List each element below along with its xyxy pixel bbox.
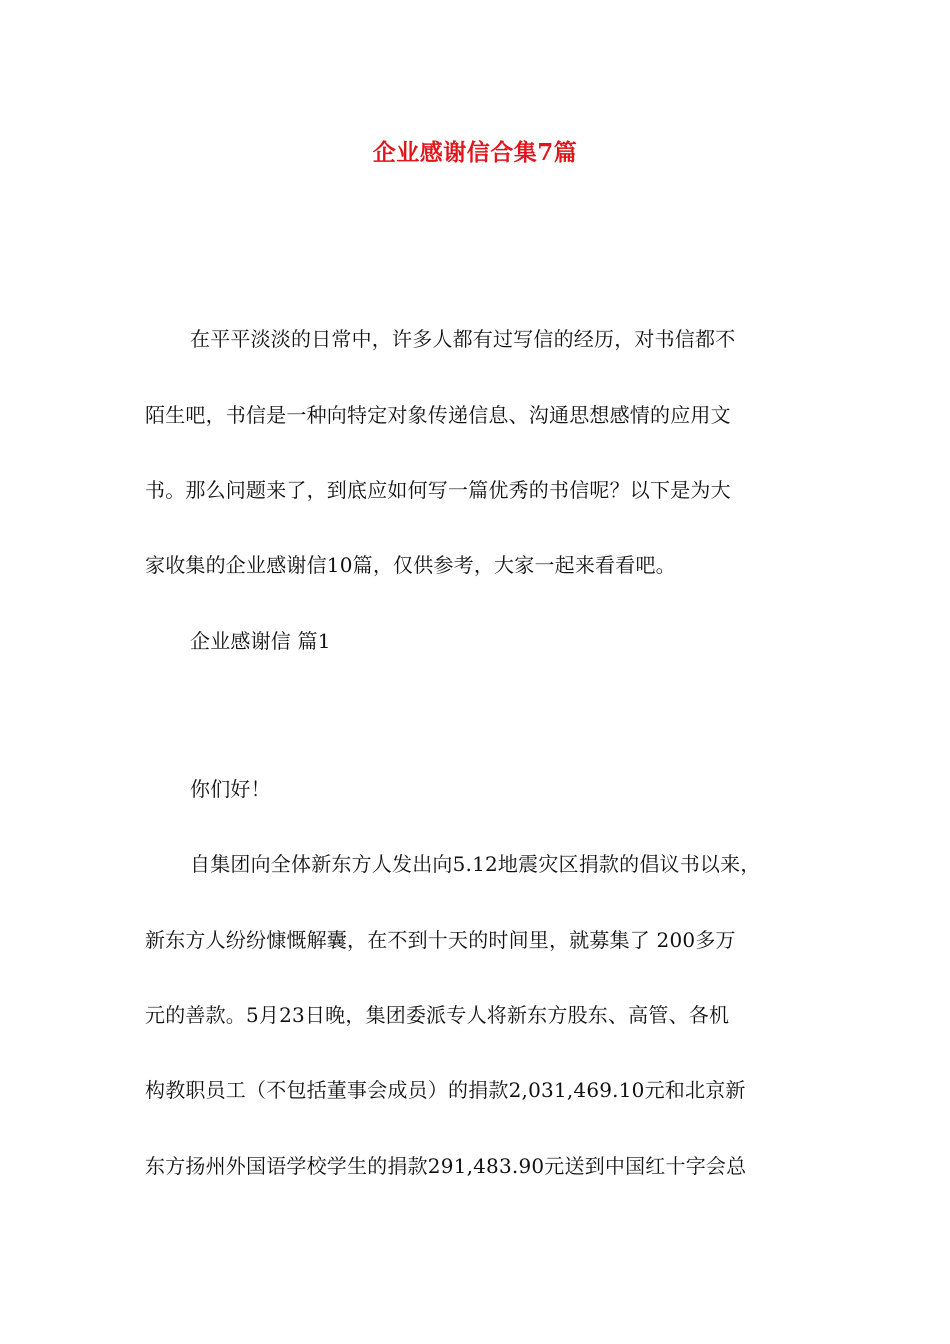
paragraph-line: 新东方人纷纷慷慨解囊，在不到十天的时间里，就募集了 200多万 (145, 928, 736, 952)
greeting: 你们好！ (190, 777, 271, 801)
paragraph-line: 自集团向全体新东方人发出向5.12地震灾区捐款的倡议书以来， (190, 852, 761, 876)
document-title: 企业感谢信合集7篇 (372, 139, 578, 166)
paragraph-line: 家收集的企业感谢信10篇，仅供参考，大家一起来看看吧。 (145, 553, 676, 577)
paragraph-line: 元的善款。5月23日晚，集团委派专人将新东方股东、高管、各机 (145, 1003, 730, 1027)
paragraph-line: 东方扬州外国语学校学生的捐款291,483.90元送到中国红十字会总 (145, 1154, 747, 1178)
paragraph-line: 构教职员工（不包括董事会成员）的捐款2,031,469.10元和北京新 (145, 1078, 746, 1102)
paragraph-line: 在平平淡淡的日常中，许多人都有过写信的经历，对书信都不 (190, 327, 736, 351)
paragraph-line: 陌生吧，书信是一种向特定对象传递信息、沟通思想感情的应用文 (145, 403, 731, 427)
section-heading: 企业感谢信 篇1 (190, 629, 331, 653)
paragraph-line: 书。那么问题来了，到底应如何写一篇优秀的书信呢？以下是为大 (145, 478, 731, 502)
